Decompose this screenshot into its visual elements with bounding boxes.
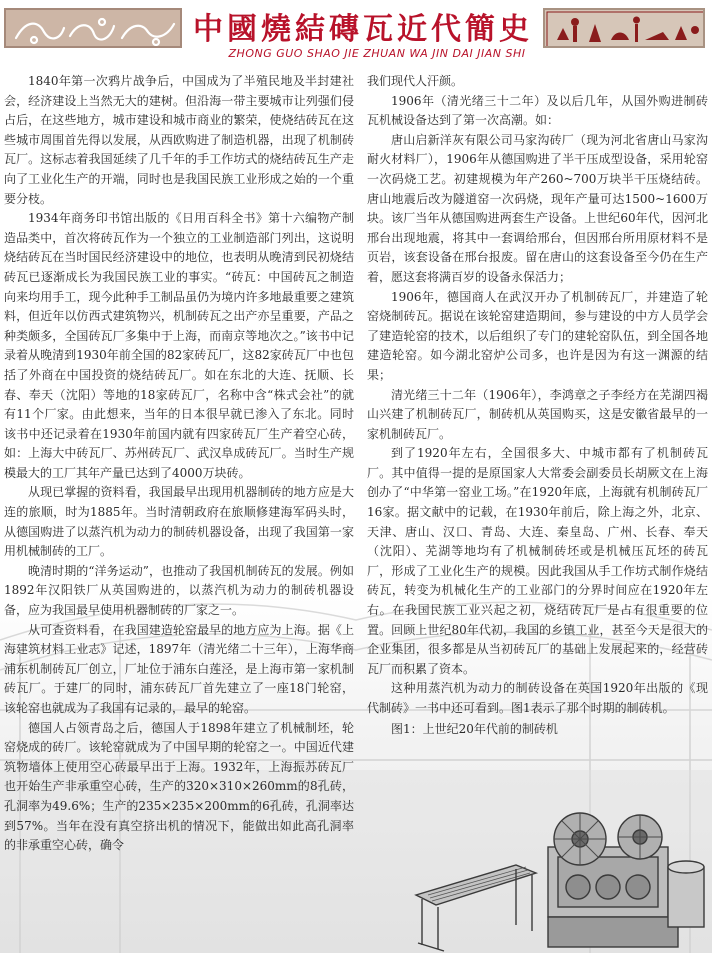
paragraph: 我们现代人汗颜。 (367, 74, 464, 88)
brick-machine-illustration (408, 807, 708, 953)
paragraph: 1906年（清光绪三十二年）及以后几年，从国外购进制砖瓦机械设备达到了第一次高潮。如： (367, 93, 708, 128)
title-bar (186, 6, 540, 46)
paragraph: 1906年，德国商人在武汉开办了机制砖瓦厂，并建造了轮窑烧制砖瓦。据说在该轮窑建造期间，参与建设的中方人员学会了建造轮窑的技术，以后组织了专门的建轮窑队伍，到全国各地建造轮窑。如今湖北窑炉公司多，也许是因为有这一渊源的结果； (367, 289, 708, 382)
paragraph: 清光绪三十二年（1906年），李鸿章之子李经方在芜湖四褐山兴建了机制砖瓦厂，制砖机从英国购买，这是安徽省最早的一家机制砖瓦厂。 (367, 387, 708, 441)
paragraph: 1840年第一次鸦片战争后，中国成为了半殖民地及半封建社会，经济建设上当然无大的建树。但沿海一带主要城市让列强们侵占后，在这些地方，城市建设和城市商业的繁荣，使烧结砖瓦在这些城市周围首先得以发展，从西欧购进了制造机器，出现了机制砖瓦厂。这标志着我国延续了几千年的手工作坊式的烧结砖瓦生产走向了工业化生产的开端，同时也是我国民族工业形成之始的一个重要分枝。 (4, 74, 354, 206)
paragraph: 到了1920年左右，全国很多大、中城市都有了机制砖瓦厂。其中值得一提的是原国家人大常委会副委员长胡厥文在上海创办了“中华第一窑业工场。”在1920年底，上海就有机制砖瓦厂16家。据文献中的记载，在1930年前后，除上海之外，北京、天津、唐山、汉口、青岛、大连、秦皇岛、广州、长春、奉天（沈阳）、芜湖等地均有了机械制砖坯或是机械压瓦坯的砖瓦厂，形成了工业化生产的规模。因此我国从手工作坊式制作烧结砖瓦，转变为机械化生产的工业部门的分界时间应在1920年左右。在我国民族工业兴起之初，烧结砖瓦厂是占有很重要的位置。回顾上世纪80年代初，我国的乡镇工业，甚至今天是很大的企业集团，很多都是从当初砖瓦厂的基础上发展起来的，经营砖瓦厂而积累了资本。 (367, 446, 708, 676)
page-subtitle: ZHONG GUO SHAO JIE ZHUAN WA JIN DAI JIAN SHI (228, 47, 526, 60)
figure-caption: 图1：上世纪20年代前的制砖机 (391, 721, 558, 736)
paragraph: 1934年商务印书馆出版的《日用百科全书》第十六编物产制造品类中，首次将砖瓦作为一个独立的工业制造部门列出，这说明烧结砖瓦在当时国民经济建设中的地位，也表明从晚清到民初烧结砖瓦已逐渐成长为我国民族工业的事实。“砖瓦：中国砖瓦之制造向来均用手工，现今此种手工制品虽仍为境内许多地最重要之建筑料，但近年以仿西式建筑物兴，机制砖瓦之出产亦呈重要，产品之种类颇多，全国砖瓦厂多集中于上海，而南京等地次之。”该书中记录着从晚清到1930年前全国的82家砖瓦厂，这82家砖瓦厂中也包括了外商在中国投资的烧结砖瓦厂。如在东北的大连、抚顺、长春、奉天（沈阳）等地的18家砖瓦厂，名称中含“株式会社”的就有11个厂家。由此想来，当年的日本很早就已渗入了东北。同时该书中还记录着在1930年前国内就有四家砖瓦厂生产着空心砖，如：上海大中砖瓦厂、苏州砖瓦厂、武汉阜成砖瓦厂。当时生产规模最大的工厂其年产量已达到了4000万块砖。 (4, 211, 354, 480)
decorative-banner-right (543, 8, 705, 48)
page-title: 中國燒結磚瓦近代簡史 (193, 12, 533, 47)
ancient-figures-relief-icon (545, 10, 705, 48)
paragraph: 晚清时期的“洋务运动”，也推动了我国机制砖瓦的发展。例如1892年汉阳铁厂从英国购进的，以蒸汽机为动力的制砖机器设备，应为我国最早使用机器制砖的厂家之一。 (4, 563, 354, 618)
article-left-column (4, 72, 354, 856)
paragraph: 从现已掌握的资料看，我国最早出现用机器制砖的地方应是大连的旅顺，时为1885年。当时清朝政府在旅顺修建海军码头时，从德国购进了以蒸汽机为动力的制砖机器设备，出现了我国第一家用机械制砖的工厂。 (4, 485, 354, 559)
paragraph: 这种用蒸汽机为动力的制砖设备在英国1920年出版的《现代制砖》一书中还可看到。图1表示了那个时期的制砖机。 (367, 681, 708, 715)
header (0, 0, 712, 64)
brick-relief-pattern-icon (6, 10, 182, 48)
paragraph: 德国人占领青岛之后，德国人于1898年建立了机械制坯，轮窑烧成的砖厂。该轮窑就成为了中国早期的轮窑之一。中国近代建筑物墙体上使用空心砖最早出于上海。1932年，上海振苏砖瓦厂也开始生产非承重空心砖，生产的320×310×260mm的8孔砖，孔洞率为49.6%；生产的235×235×200mm的6孔砖，孔洞率达到57%。当年在没有真空挤出机的情况下，能做出如此高孔洞率的非承重空心砖，确令 (4, 720, 354, 853)
paragraph: 唐山启新洋灰有限公司马家沟砖厂（现为河北省唐山马家沟耐火材料厂），1906年从德国购进了半干压成型设备，采用轮窑一次码烧工艺。初建规模为年产260~700万块半干压烧结砖。唐山地震后改为隧道窑一次码烧，现年产量可达1500~1600万块。该厂当年从德国购进两套生产设备。上世纪60年代，因河北邢台出现地震，将其中一套调给邢台，但因邢台所用原材料不是页岩，该套设备在邢台报废。留在唐山的这套设备至今仍在生产着，愿这套将满百岁的设备永保活力； (367, 132, 708, 284)
paragraph: 从可查资料看，在我国建造轮窑最早的地方应为上海。据《上海建筑材料工业志》记述，1897年（清光绪二十三年），上海华商浦东机制砖瓦厂创立，厂址位于浦东白莲泾，是上海市第一家机制砖瓦厂。于建厂的同时，浦东砖瓦厂首先建立了一座18门轮窑，该轮窑也就成为了我国有记录的，最早的轮窑。 (4, 622, 354, 715)
article-right-column (367, 72, 708, 739)
decorative-banner-left (4, 8, 182, 48)
